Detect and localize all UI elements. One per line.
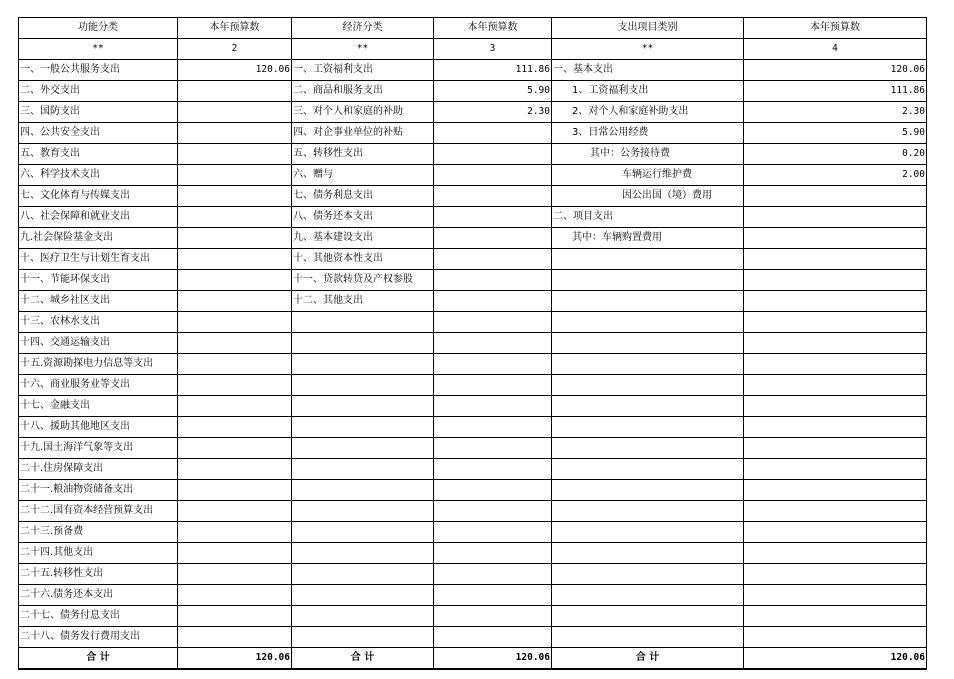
- functional-amount: [178, 249, 292, 270]
- table-row: [19, 396, 927, 417]
- economic-category: 二、商品和服务支出: [292, 81, 434, 102]
- functional-amount: [178, 480, 292, 501]
- functional-amount: [178, 522, 292, 543]
- functional-category: 十六、商业服务业等支出: [19, 375, 178, 396]
- project-category: 2、对个人和家庭补助支出: [552, 102, 744, 123]
- functional-amount: [178, 207, 292, 228]
- project-category: [552, 291, 744, 312]
- economic-amount: [434, 501, 552, 522]
- functional-category: 十四、交通运输支出: [19, 333, 178, 354]
- functional-amount: [178, 606, 292, 627]
- functional-category: 三、国防支出: [19, 102, 178, 123]
- functional-amount: [178, 459, 292, 480]
- project-category: 车辆运行维护费: [552, 165, 744, 186]
- project-amount: 111.86: [744, 81, 927, 102]
- project-amount: [744, 207, 927, 228]
- functional-amount: 120.06: [178, 60, 292, 81]
- project-amount: [744, 228, 927, 249]
- economic-amount: [434, 165, 552, 186]
- economic-amount: [434, 438, 552, 459]
- functional-category: 六、科学技术支出: [19, 165, 178, 186]
- functional-amount: [178, 627, 292, 648]
- project-amount: [744, 270, 927, 291]
- functional-category: 二十八、债务发行费用支出: [19, 627, 178, 648]
- functional-category: 一、一般公共服务支出: [19, 60, 178, 81]
- functional-category: 二十.住房保障支出: [19, 459, 178, 480]
- project-category: [552, 438, 744, 459]
- project-amount: [744, 459, 927, 480]
- economic-category: [292, 480, 434, 501]
- table-row: [19, 522, 927, 543]
- column-number-row: [19, 39, 927, 60]
- table-row: [19, 564, 927, 585]
- functional-amount: [178, 354, 292, 375]
- functional-category: 四、公共安全支出: [19, 123, 178, 144]
- header-functional: 功能分类: [19, 18, 178, 39]
- functional-category: 十三、农林水支出: [19, 312, 178, 333]
- functional-amount: [178, 144, 292, 165]
- economic-category: [292, 522, 434, 543]
- mark-cell: **: [19, 39, 178, 60]
- functional-category: 十七、金融支出: [19, 396, 178, 417]
- project-amount: [744, 291, 927, 312]
- table-row: [19, 606, 927, 627]
- project-category: 1、工资福利支出: [552, 81, 744, 102]
- economic-category: 九、基本建设支出: [292, 228, 434, 249]
- functional-amount: [178, 81, 292, 102]
- functional-category: 二十一.粮油物资储备支出: [19, 480, 178, 501]
- table-row: [19, 438, 927, 459]
- functional-amount: [178, 333, 292, 354]
- economic-amount: [434, 207, 552, 228]
- project-category: 二、项目支出: [552, 207, 744, 228]
- functional-category: 十、医疗卫生与计划生育支出: [19, 249, 178, 270]
- table-row: [19, 270, 927, 291]
- table-row: [19, 354, 927, 375]
- economic-amount: [434, 186, 552, 207]
- table-row: [19, 291, 927, 312]
- functional-category: 十八、援助其他地区支出: [19, 417, 178, 438]
- economic-amount: [434, 417, 552, 438]
- economic-category: [292, 438, 434, 459]
- economic-category: [292, 564, 434, 585]
- functional-amount: [178, 165, 292, 186]
- header-row: [19, 18, 927, 39]
- project-category: [552, 417, 744, 438]
- economic-amount: [434, 144, 552, 165]
- functional-category: 二十五.转移性支出: [19, 564, 178, 585]
- functional-category: 八、社会保障和就业支出: [19, 207, 178, 228]
- project-category: 一、基本支出: [552, 60, 744, 81]
- project-category: [552, 333, 744, 354]
- table-row: [19, 375, 927, 396]
- economic-category: [292, 501, 434, 522]
- functional-category: 二十三.预备费: [19, 522, 178, 543]
- table-row: [19, 480, 927, 501]
- project-category: [552, 522, 744, 543]
- economic-category: 五、转移性支出: [292, 144, 434, 165]
- project-amount: [744, 375, 927, 396]
- project-amount: [744, 354, 927, 375]
- economic-category: [292, 312, 434, 333]
- functional-amount: [178, 102, 292, 123]
- functional-amount: [178, 312, 292, 333]
- project-category: 其中：公务接待费: [552, 144, 744, 165]
- mark-cell: **: [292, 39, 434, 60]
- table-row: [19, 81, 927, 102]
- economic-amount: [434, 606, 552, 627]
- functional-category: 十二、城乡社区支出: [19, 291, 178, 312]
- project-amount: [744, 249, 927, 270]
- project-amount: 2.30: [744, 102, 927, 123]
- economic-category: [292, 627, 434, 648]
- table-row: [19, 333, 927, 354]
- project-amount: [744, 333, 927, 354]
- economic-amount: [434, 480, 552, 501]
- economic-category: [292, 396, 434, 417]
- header-economic: 经济分类: [292, 18, 434, 39]
- economic-amount: [434, 585, 552, 606]
- project-category: 3、日常公用经费: [552, 123, 744, 144]
- economic-category: 四、对企事业单位的补贴: [292, 123, 434, 144]
- functional-amount: [178, 270, 292, 291]
- functional-category: 二、外交支出: [19, 81, 178, 102]
- economic-amount: [434, 123, 552, 144]
- table-row: [19, 459, 927, 480]
- project-category: [552, 396, 744, 417]
- economic-category: 八、债务还本支出: [292, 207, 434, 228]
- economic-amount: [434, 564, 552, 585]
- economic-category: [292, 333, 434, 354]
- economic-amount: [434, 270, 552, 291]
- project-category: 其中：车辆购置费用: [552, 228, 744, 249]
- functional-category: 二十六.债务还本支出: [19, 585, 178, 606]
- total-label: 合 计: [552, 648, 744, 670]
- table-row: [19, 249, 927, 270]
- economic-category: 十二、其他支出: [292, 291, 434, 312]
- project-category: [552, 270, 744, 291]
- table-row: [19, 123, 927, 144]
- project-category: [552, 480, 744, 501]
- economic-category: [292, 375, 434, 396]
- economic-amount: [434, 354, 552, 375]
- total-label: 合 计: [292, 648, 434, 670]
- economic-category: 七、债务利息支出: [292, 186, 434, 207]
- economic-amount: [434, 333, 552, 354]
- functional-amount: [178, 186, 292, 207]
- table-row: [19, 165, 927, 186]
- table-row: [19, 186, 927, 207]
- economic-amount: [434, 543, 552, 564]
- functional-amount: [178, 501, 292, 522]
- project-category: [552, 312, 744, 333]
- functional-amount: [178, 396, 292, 417]
- functional-amount: [178, 375, 292, 396]
- project-amount: [744, 312, 927, 333]
- project-category: [552, 375, 744, 396]
- economic-amount: [434, 627, 552, 648]
- functional-amount: [178, 417, 292, 438]
- economic-category: [292, 459, 434, 480]
- total-row: [19, 648, 927, 670]
- functional-amount: [178, 228, 292, 249]
- functional-amount: [178, 123, 292, 144]
- economic-category: [292, 543, 434, 564]
- project-category: 因公出国（境）费用: [552, 186, 744, 207]
- economic-category: 十一、贷款转贷及产权参股: [292, 270, 434, 291]
- budget-table: [18, 17, 927, 670]
- project-category: [552, 249, 744, 270]
- total-functional: 120.06: [178, 648, 292, 670]
- mark-cell: **: [552, 39, 744, 60]
- project-amount: [744, 186, 927, 207]
- project-category: [552, 543, 744, 564]
- functional-amount: [178, 291, 292, 312]
- economic-amount: [434, 291, 552, 312]
- project-category: [552, 564, 744, 585]
- header-project-amount: 本年预算数: [744, 18, 927, 39]
- project-amount: 0.20: [744, 144, 927, 165]
- project-amount: [744, 606, 927, 627]
- project-amount: [744, 543, 927, 564]
- functional-category: 五、教育支出: [19, 144, 178, 165]
- economic-category: [292, 585, 434, 606]
- economic-amount: [434, 396, 552, 417]
- economic-amount: [434, 228, 552, 249]
- functional-category: 九.社会保险基金支出: [19, 228, 178, 249]
- project-amount: [744, 396, 927, 417]
- functional-amount: [178, 564, 292, 585]
- mark-cell: 4: [744, 39, 927, 60]
- project-category: [552, 585, 744, 606]
- table-row: [19, 228, 927, 249]
- project-amount: [744, 585, 927, 606]
- project-amount: [744, 627, 927, 648]
- table-row: [19, 627, 927, 648]
- project-amount: [744, 438, 927, 459]
- total-project: 120.06: [744, 648, 927, 670]
- project-category: [552, 459, 744, 480]
- economic-amount: 5.90: [434, 81, 552, 102]
- functional-category: 七、文化体育与传媒支出: [19, 186, 178, 207]
- header-functional-amount: 本年预算数: [178, 18, 292, 39]
- project-amount: 2.00: [744, 165, 927, 186]
- project-category: [552, 627, 744, 648]
- economic-amount: 2.30: [434, 102, 552, 123]
- economic-category: 六、赠与: [292, 165, 434, 186]
- functional-category: 二十二.国有资本经营预算支出: [19, 501, 178, 522]
- table-row: [19, 207, 927, 228]
- table-row: [19, 60, 927, 81]
- project-amount: [744, 417, 927, 438]
- table-row: [19, 102, 927, 123]
- economic-amount: [434, 375, 552, 396]
- project-category: [552, 354, 744, 375]
- economic-amount: [434, 522, 552, 543]
- total-label: 合 计: [19, 648, 178, 670]
- functional-amount: [178, 543, 292, 564]
- functional-amount: [178, 585, 292, 606]
- economic-category: [292, 606, 434, 627]
- header-project: 支出项目类别: [552, 18, 744, 39]
- economic-category: [292, 417, 434, 438]
- total-economic: 120.06: [434, 648, 552, 670]
- table-row: [19, 417, 927, 438]
- mark-cell: 3: [434, 39, 552, 60]
- project-amount: 120.06: [744, 60, 927, 81]
- economic-amount: [434, 249, 552, 270]
- project-category: [552, 606, 744, 627]
- table-row: [19, 543, 927, 564]
- project-amount: [744, 480, 927, 501]
- functional-category: 十一、节能环保支出: [19, 270, 178, 291]
- table-row: [19, 312, 927, 333]
- economic-amount: 111.86: [434, 60, 552, 81]
- functional-amount: [178, 438, 292, 459]
- project-category: [552, 501, 744, 522]
- project-amount: [744, 522, 927, 543]
- project-amount: 5.90: [744, 123, 927, 144]
- economic-category: [292, 354, 434, 375]
- functional-category: 二十七、债务付息支出: [19, 606, 178, 627]
- table-row: [19, 501, 927, 522]
- header-economic-amount: 本年预算数: [434, 18, 552, 39]
- economic-category: 三、对个人和家庭的补助: [292, 102, 434, 123]
- table-row: [19, 144, 927, 165]
- project-amount: [744, 564, 927, 585]
- mark-cell: 2: [178, 39, 292, 60]
- economic-amount: [434, 459, 552, 480]
- table-row: [19, 585, 927, 606]
- functional-category: 十九.国土海洋气象等支出: [19, 438, 178, 459]
- functional-category: 十五.资源勘探电力信息等支出: [19, 354, 178, 375]
- economic-amount: [434, 312, 552, 333]
- economic-category: 十、其他资本性支出: [292, 249, 434, 270]
- functional-category: 二十四.其他支出: [19, 543, 178, 564]
- economic-category: 一、工资福利支出: [292, 60, 434, 81]
- project-amount: [744, 501, 927, 522]
